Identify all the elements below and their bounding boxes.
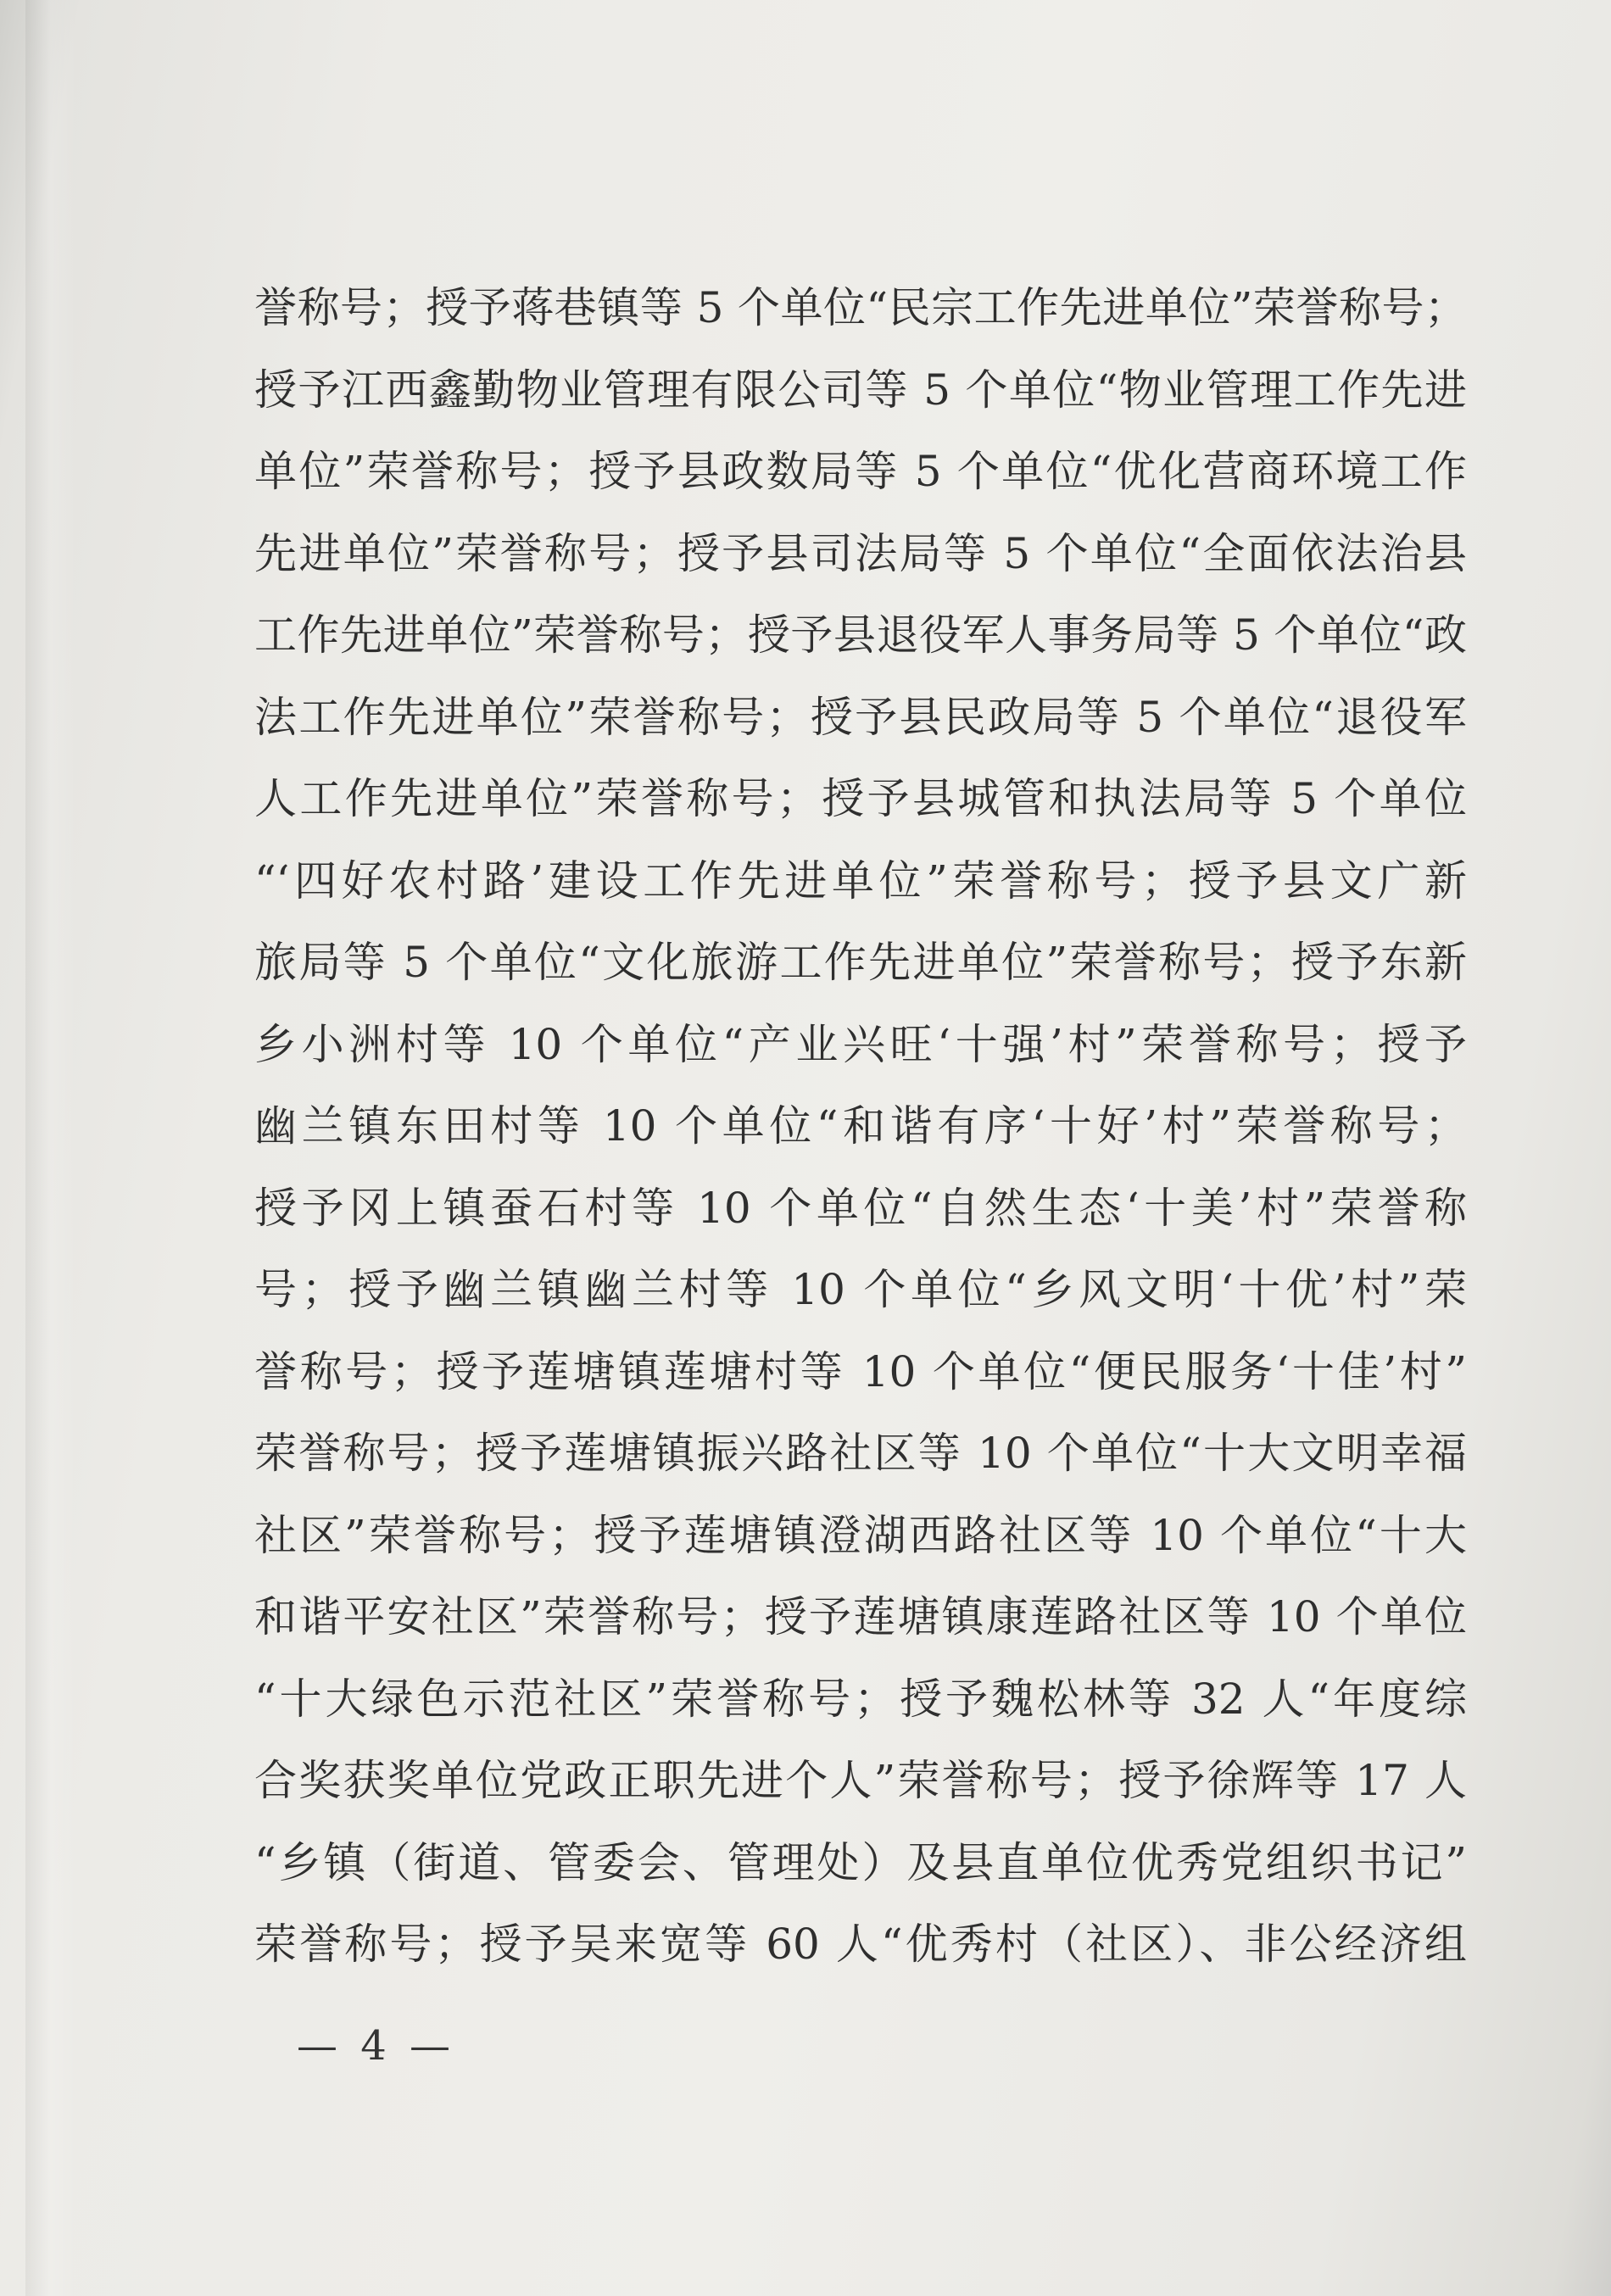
text-line: 荣誉称号；授予吴来宽等 60 人“优秀村（社区）、非公经济组 bbox=[254, 1920, 1467, 1969]
text-line: 幽兰镇东田村等 10 个单位“和谐有序‘十好’村”荣誉称号； bbox=[254, 1101, 1467, 1151]
text-line: 誉称号；授予蒋巷镇等 5 个单位“民宗工作先进单位”荣誉称号； bbox=[254, 283, 1467, 332]
text-line: 荣誉称号；授予莲塘镇振兴路社区等 10 个单位“十大文明幸福 bbox=[254, 1429, 1467, 1478]
text-line: 乡小洲村等 10 个单位“产业兴旺‘十强’村”荣誉称号；授予 bbox=[254, 1019, 1467, 1069]
text-line: “‘四好农村路’建设工作先进单位”荣誉称号；授予县文广新 bbox=[254, 855, 1467, 906]
text-line: 誉称号；授予莲塘镇莲塘村等 10 个单位“便民服务‘十佳’村” bbox=[254, 1346, 1467, 1396]
text-line: 号；授予幽兰镇幽兰村等 10 个单位“乡风文明‘十优’村”荣 bbox=[254, 1265, 1467, 1314]
body-text bbox=[254, 267, 1467, 1986]
text-line: 授予江西鑫勤物业管理有限公司等 5 个单位“物业管理工作先进 bbox=[254, 365, 1467, 415]
text-line: 合奖获奖单位党政正职先进个人”荣誉称号；授予徐辉等 17 人 bbox=[254, 1756, 1467, 1805]
paper-fold-shadow bbox=[25, 0, 76, 2296]
text-line: 和谐平安社区”荣誉称号；授予莲塘镇康莲路社区等 10 个单位 bbox=[254, 1592, 1467, 1641]
text-line: 先进单位”荣誉称号；授予县司法局等 5 个单位“全面依法治县 bbox=[254, 528, 1467, 578]
text-line: 单位”荣誉称号；授予县政数局等 5 个单位“优化营商环境工作 bbox=[254, 447, 1467, 496]
text-line: 工作先进单位”荣誉称号；授予县退役军人事务局等 5 个单位“政 bbox=[254, 610, 1467, 660]
page-number: — 4 — bbox=[297, 2022, 456, 2070]
text-line: “乡镇（街道、管委会、管理处）及县直单位优秀党组织书记” bbox=[254, 1837, 1467, 1887]
text-line: 法工作先进单位”荣誉称号；授予县民政局等 5 个单位“退役军 bbox=[254, 692, 1467, 742]
text-line: “十大绿色示范社区”荣誉称号；授予魏松林等 32 人“年度综 bbox=[254, 1674, 1467, 1724]
text-line: 人工作先进单位”荣誉称号；授予县城管和执法局等 5 个单位 bbox=[254, 774, 1467, 823]
text-line: 授予冈上镇蚕石村等 10 个单位“自然生态‘十美’村”荣誉称 bbox=[254, 1183, 1467, 1233]
text-line: 旅局等 5 个单位“文化旅游工作先进单位”荣誉称号；授予东新 bbox=[254, 938, 1467, 987]
text-line: 社区”荣誉称号；授予莲塘镇澄湖西路社区等 10 个单位“十大 bbox=[254, 1510, 1467, 1560]
